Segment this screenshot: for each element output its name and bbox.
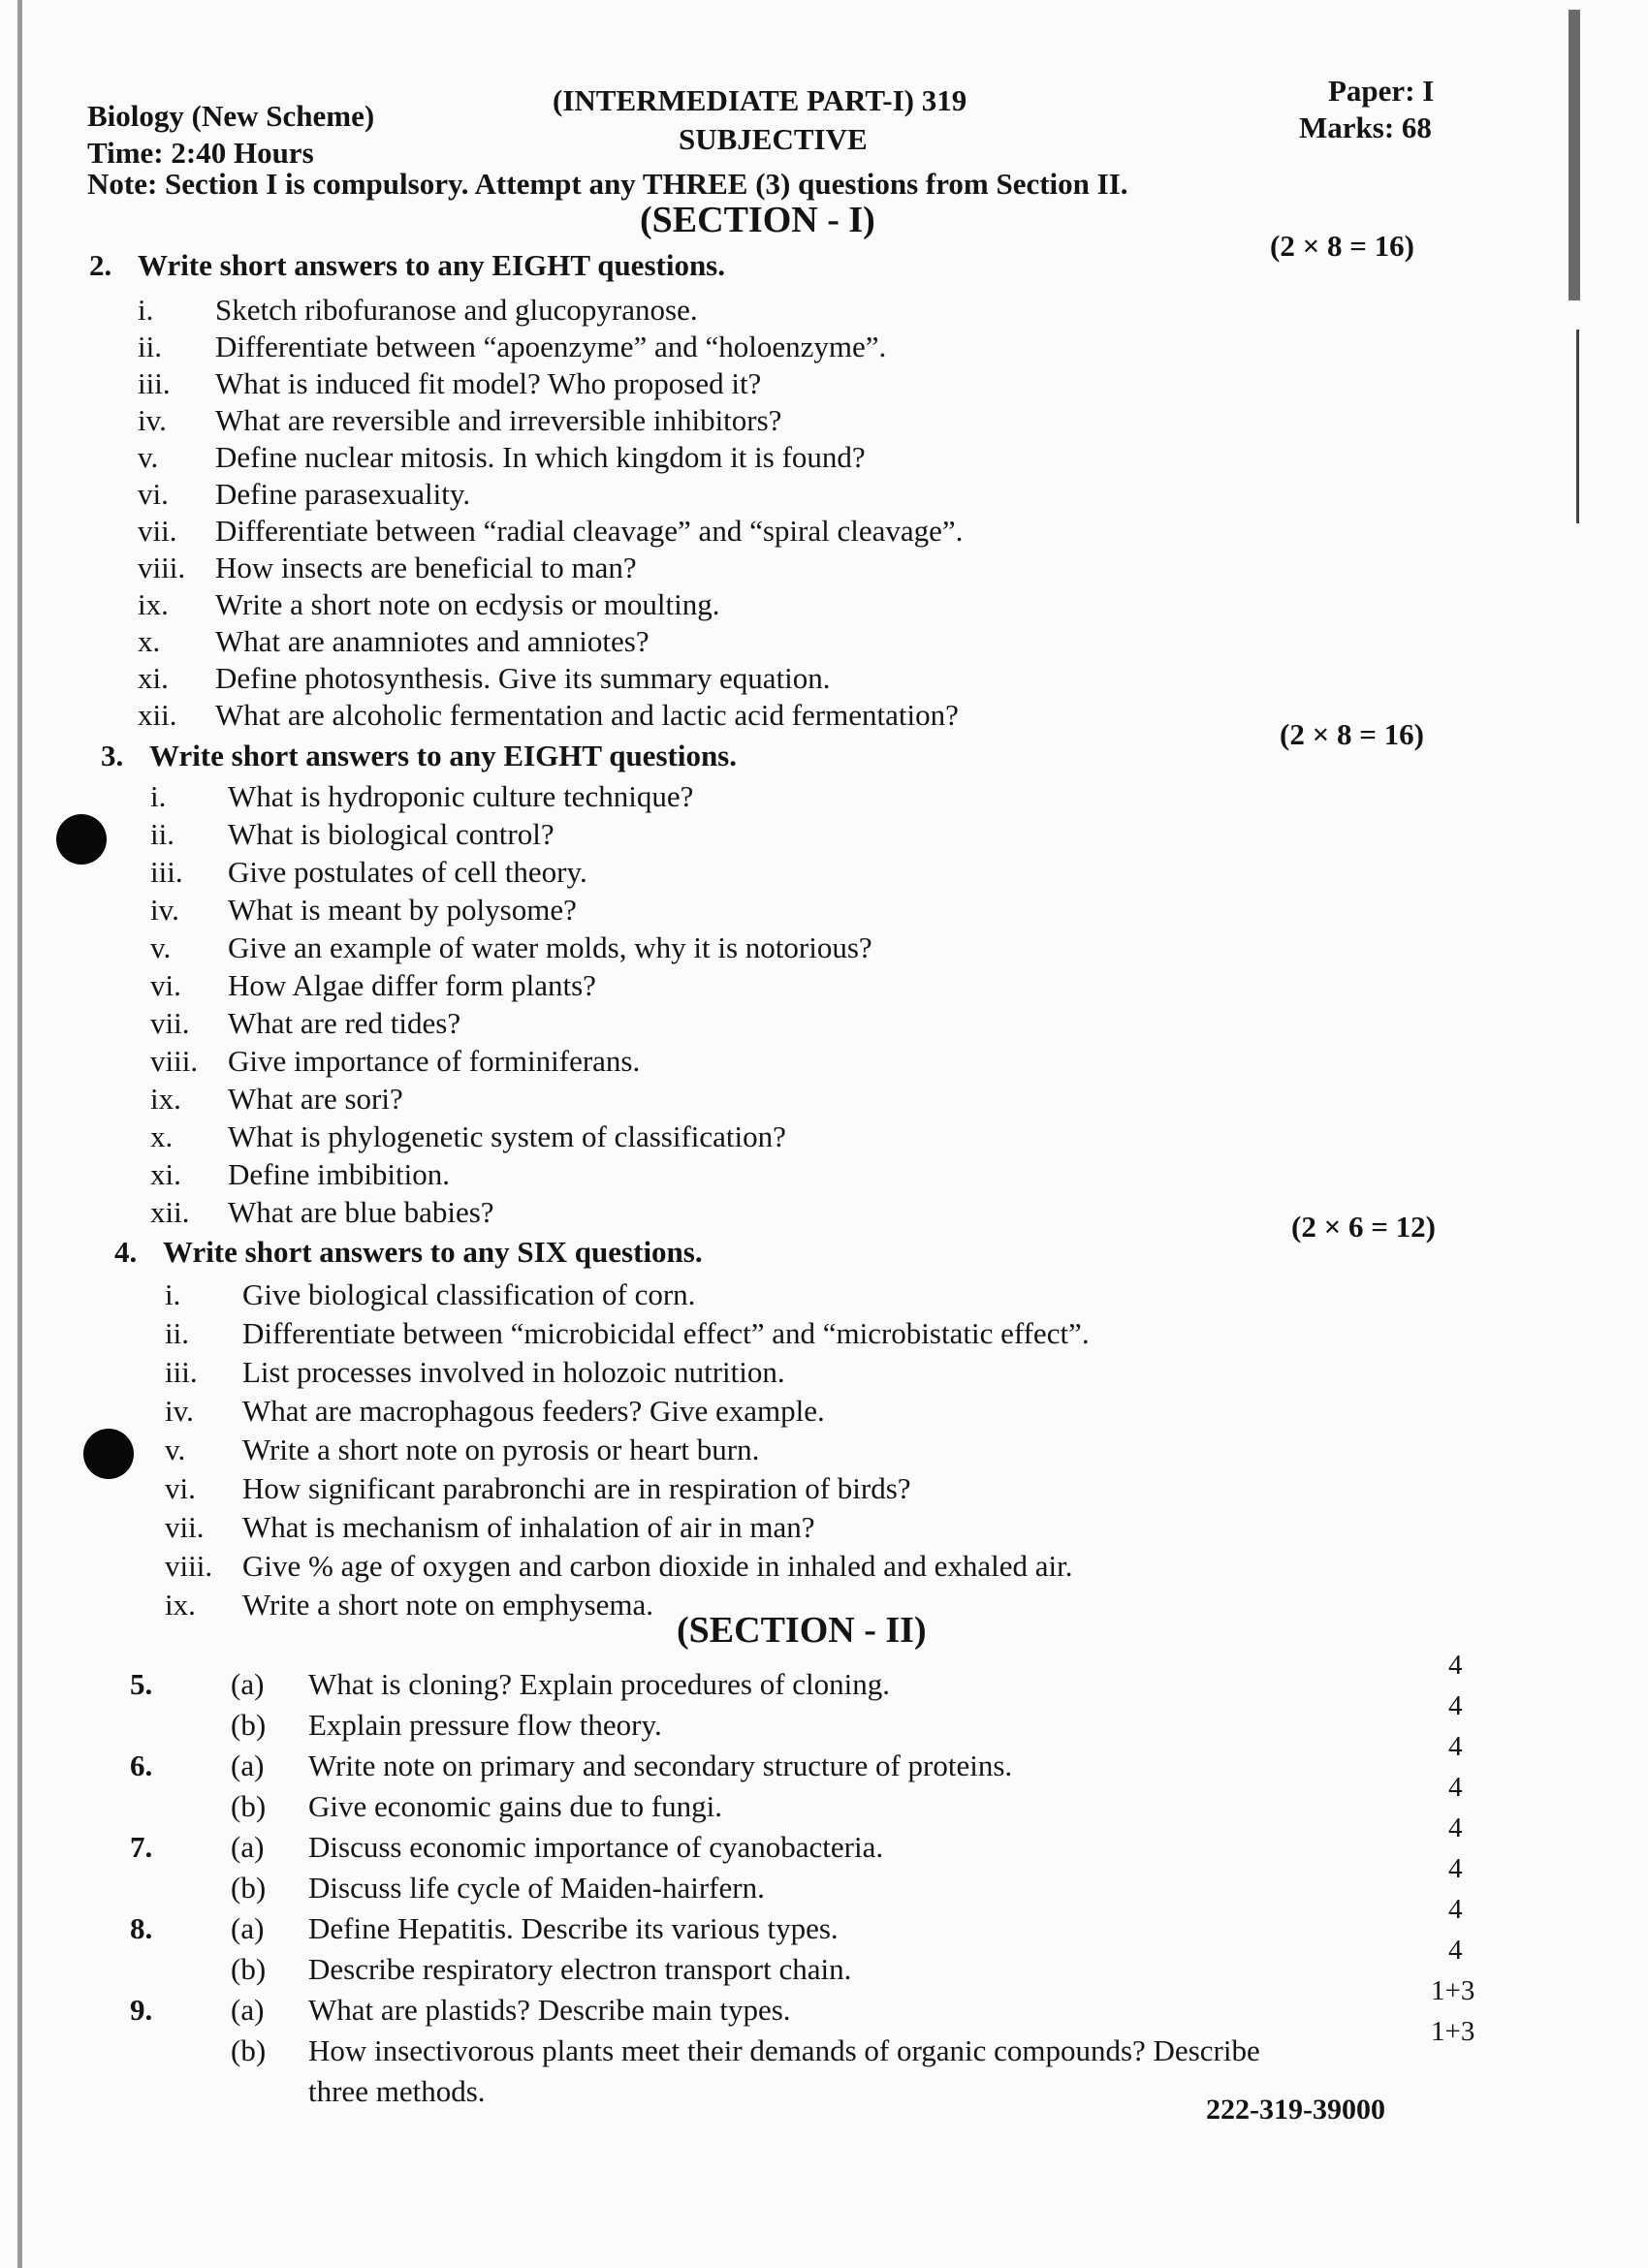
section-1-title: (SECTION - I) <box>640 200 875 240</box>
list-item: vii. What is mechanism of inhalation of air in man? <box>165 1510 815 1544</box>
list-item: iii. List processes involved in holozoic nutrition. <box>165 1355 785 1389</box>
scan-edge-left <box>17 0 22 2268</box>
list-item: v. Write a short note on pyrosis or heart burn. <box>165 1433 760 1466</box>
time-label: Time: 2:40 Hours <box>87 136 314 170</box>
list-item: i. Sketch ribofuranose and glucopyranose. <box>138 293 698 327</box>
list-item: xii. What are alcoholic fermentation and lactic acid fermentation? <box>138 698 959 732</box>
list-item: ix. Write a short note on emphysema. <box>165 1588 654 1622</box>
list-item: x. What is phylogenetic system of classification? <box>150 1119 786 1153</box>
question-4-marks: (2 × 6 = 12) <box>1291 1210 1436 1244</box>
subject-label: Biology (New Scheme) <box>87 99 375 133</box>
marks-label: Marks: 68 <box>1299 110 1432 144</box>
list-item: ii. Differentiate between “apoenzyme” and “holoenzyme”. <box>138 330 887 363</box>
section-2-title: (SECTION - II) <box>677 1610 927 1651</box>
list-item: viii. How insects are beneficial to man? <box>138 551 637 584</box>
list-item: vi. How Algae differ form plants? <box>150 968 596 1002</box>
list-item: ii. What is biological control? <box>150 817 555 851</box>
punch-hole-bottom <box>83 1429 134 1479</box>
question-3-marks: (2 × 8 = 16) <box>1280 717 1424 751</box>
list-item: i. Give biological classification of corn. <box>165 1277 696 1311</box>
question-number: 2. <box>89 248 112 282</box>
list-item: ix. Write a short note on ecdysis or moulting. <box>138 587 720 621</box>
list-item: ii. Differentiate between “microbicidal effect” and “microbistatic effect”. <box>165 1316 1090 1350</box>
list-item: vi. Define parasexuality. <box>138 477 471 511</box>
list-item: viii. Give % age of oxygen and carbon dioxide in inhaled and exhaled air. <box>165 1549 1073 1583</box>
question-text: Write short answers to any SIX questions. <box>163 1235 703 1269</box>
exam-subtitle: SUBJECTIVE <box>679 122 868 156</box>
list-item: xi. Define photosynthesis. Give its summary equation. <box>138 661 831 695</box>
list-item: iii. Give postulates of cell theory. <box>150 855 587 889</box>
question-number: 3. <box>101 739 124 772</box>
list-item: vii. Differentiate between “radial cleavage” and “spiral cleavage”. <box>138 514 964 548</box>
punch-hole-top <box>56 814 107 865</box>
list-item: v. Define nuclear mitosis. In which kingdom it is found? <box>138 440 866 474</box>
question-3-heading <box>101 739 737 773</box>
instruction-note: Note: Section I is compulsory. Attempt any THREE (3) questions from Section II. <box>87 167 1128 201</box>
question-4-heading <box>114 1235 703 1270</box>
question-2-marks: (2 × 8 = 16) <box>1270 229 1414 263</box>
paper-label: Paper: I <box>1328 74 1435 108</box>
list-item: vi. How significant parabronchi are in respiration of birds? <box>165 1471 911 1505</box>
question-text: Write short answers to any EIGHT questions. <box>149 739 737 772</box>
question-text: Write short answers to any EIGHT questions. <box>138 248 725 282</box>
list-item: iv. What is meant by polysome? <box>150 893 577 927</box>
list-item: viii. Give importance of forminiferans. <box>150 1044 641 1078</box>
list-item: v. Give an example of water molds, why it is notorious? <box>150 930 872 964</box>
question-number: 4. <box>114 1235 138 1269</box>
list-item: iv. What are reversible and irreversible inhibitors? <box>138 403 782 437</box>
exam-title: (INTERMEDIATE PART-I) 319 <box>553 83 967 117</box>
list-item: iii. What is induced fit model? Who proposed it? <box>138 366 762 400</box>
list-item: x. What are anamniotes and amniotes? <box>138 624 650 658</box>
scan-edge-right-lower <box>1576 330 1579 523</box>
scan-edge-right <box>1569 10 1580 300</box>
exam-page: Biology (New Scheme) Time: 2:40 Hours (INTERMEDIATE PART-I) 319 SUBJECTIVE Paper: I Marks: 68 Note: Section I is compulsory. Attempt any THREE (3) questions from Section II. (SECTION - I) 2. Write short answers to any EIGHT questions. (2 × 8 = 16) i. Sketch ribofuranose and glucopyranose. ii. Differentiate between “apoenzyme” and “holoenzyme”. iii. What is induced fit model? Who proposed it? iv. What are reversible and irreversible inhibitors? v. Define nuclear mitosis. In which kingdom it is found? vi. Define parasexuality. vii. Differentiate between “radial cleavage” and “spiral cleavage”. viii. How insects are beneficial to man? ix. Write a short note on ecdysis or moulting. x. What are anamniotes and amniotes? xi. Define photosynthesis. Give its summary equation. xii. What are alcoholic fermentation and lactic acid fermentation? 3. Write short answers to any EIGHT questions. (2 × 8 = 16) i. What is hydroponic culture technique? ii. What is biological control? iii. Give postulates of cell theory. iv. What is meant by polysome? v. Give an example of water molds, why it is notorious? vi. How Algae differ form plants? vii. What are red tides? viii. Give importance of forminiferans. ix. What are sori? x. What is phylogenetic system of classification? xi. Define imbibition. xii. What are blue babies? 4. Write short answers to any SIX questions. (2 × 6 = 12) i. Give biological classification of corn. ii. Differentiate between “microbicidal effect” and “microbistatic effect”. iii. List processes involved in holozoic nutrition. iv. What are macrophagous feeders? Give example. v. Write a short note on pyrosis or heart burn. vi. How significant parabronchi are in respiration of birds? vii. What is mechanism of inhalation of air in man? viii. Give % age of oxygen and carbon dioxide in inhaled and exhaled air. ix. Write a short note on emphysema. (SECTION - II) 5. (a) What is cloning? Explain procedures of cloning. 4 (b) Explain pressure flow theory. 4 6. (a) Write note on primary and secondary structure of proteins. 4 (b) Give economic gains due to fungi. 4 7. (a) Discuss economic importance of cyanobacteria. 4 (b) Discuss life cycle of Maiden-hairfern. 4 8. (a) Define Hepatitis. Describe its various types. 4 (b) Describe respiratory electron transport chain. 4 9. (a) What are plastids? Describe main types. 1+3 (b) How insectivorous plants meet their demands of organic compounds? Describe 1+3 three methods. 222-319-39000 <box>0 0 1648 2268</box>
list-item: vii. What are red tides? <box>150 1006 461 1040</box>
list-item: xii. What are blue babies? <box>150 1195 494 1229</box>
question-2-heading <box>89 248 725 283</box>
list-item: i. What is hydroponic culture technique? <box>150 779 694 813</box>
paper-code: 222-319-39000 <box>1206 2094 1385 2126</box>
list-item: ix. What are sori? <box>150 1082 403 1116</box>
list-item: iv. What are macrophagous feeders? Give example. <box>165 1394 825 1428</box>
list-item: xi. Define imbibition. <box>150 1157 451 1191</box>
